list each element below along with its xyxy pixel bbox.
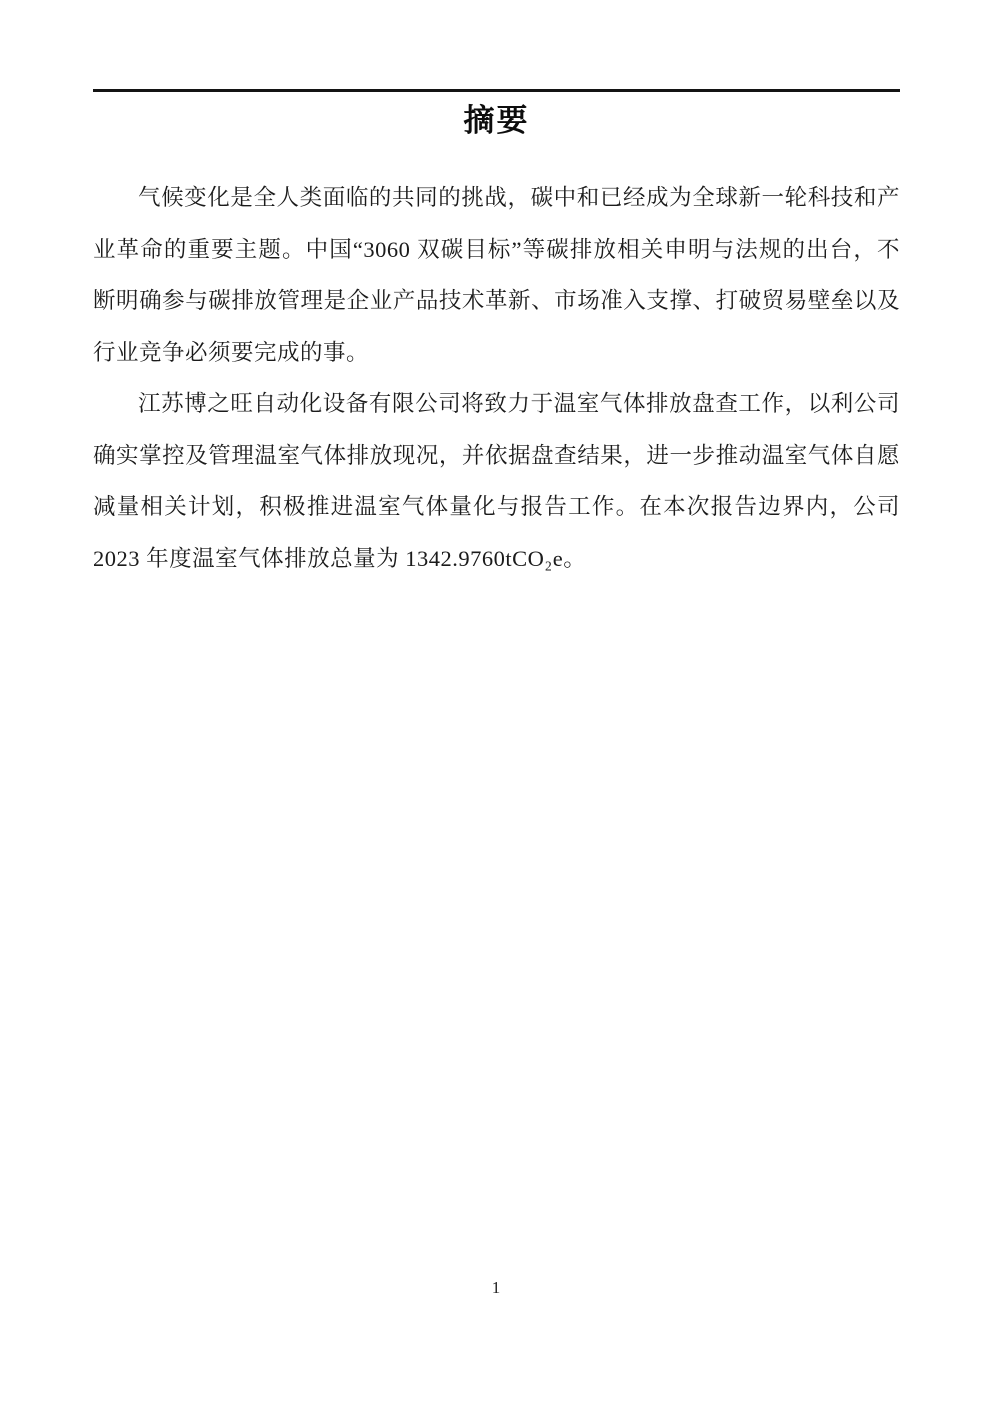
page-title: 摘要	[463, 103, 530, 138]
body-paragraph: 江苏博之旺自动化设备有限公司将致力于温室气体排放盘查工作，以利公司确实掌控及管理温室气体排放现况，并依据盘查结果，进一步推动温室气体自愿减量相关计划，积极推进温室气体量化与报告工作。在本次报告边界内，公司 2023 年度温室气体排放总量为 1342.9760tCO₂e。	[93, 391, 900, 571]
body-paragraph: 气候变化是全人类面临的共同的挑战，碳中和已经成为全球新一轮科技和产业革命的重要主题。中国“3060 双碳目标”等碳排放相关申明与法规的出台，不断明确参与碳排放管理是企业产品技术革新、市场准入支撑、打破贸易壁垒以及行业竞争必须要完成的事。	[93, 185, 900, 365]
abstract-body	[93, 172, 900, 584]
page-number-footer: 1	[491, 1278, 501, 1297]
header-rule	[93, 89, 900, 92]
